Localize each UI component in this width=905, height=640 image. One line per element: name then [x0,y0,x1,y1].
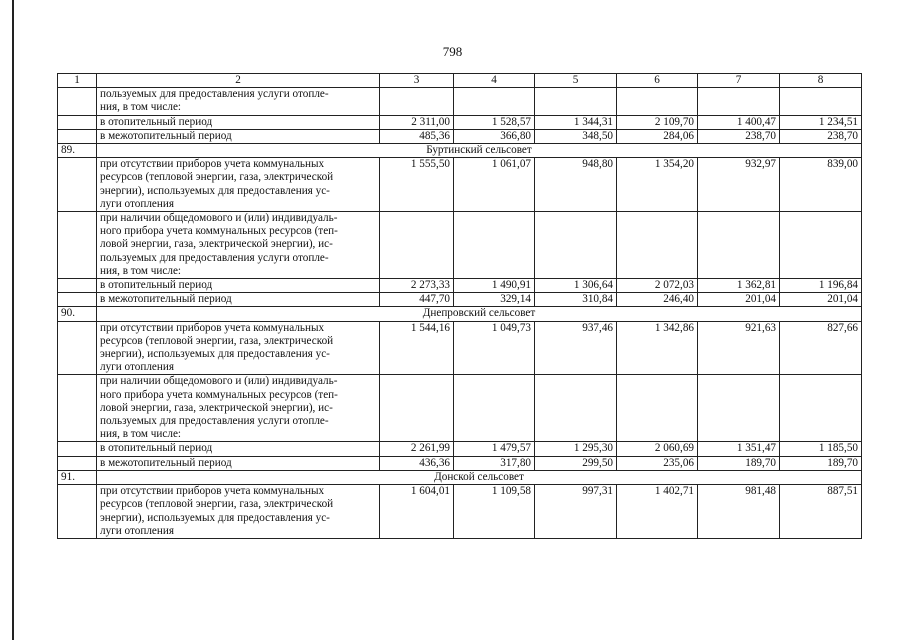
row-description: в межотопительный период [97,456,380,470]
value-cell: 2 261,99 [380,442,454,456]
value-cell: 1 528,57 [454,115,535,129]
value-cell: 932,97 [698,158,780,212]
value-cell [380,375,454,442]
condition-row [58,212,862,279]
condition-row [58,321,862,375]
row-number-cell [58,293,97,307]
value-cell: 937,46 [535,321,617,375]
row-number-cell [58,129,97,143]
value-cell [454,375,535,442]
value-cell: 1 109,58 [454,485,535,539]
district-row [58,307,862,321]
value-cell: 1 344,31 [535,115,617,129]
value-cell: 839,00 [780,158,862,212]
value-cell: 997,31 [535,485,617,539]
value-cell: 189,70 [698,456,780,470]
value-cell: 2 060,69 [617,442,698,456]
period-row [58,456,862,470]
value-cell: 981,48 [698,485,780,539]
row-number-cell [58,158,97,212]
district-name: Буртинский сельсовет [97,144,862,158]
page-number: 798 [442,44,463,59]
value-cell: 284,06 [617,129,698,143]
value-cell [380,88,454,115]
column-header: 8 [780,74,862,88]
column-header: 3 [380,74,454,88]
value-cell: 2 072,03 [617,279,698,293]
district-name: Донской сельсовет [97,470,862,484]
value-cell [617,212,698,279]
value-cell: 310,84 [535,293,617,307]
value-cell [698,212,780,279]
value-cell: 1 544,16 [380,321,454,375]
table-body [58,74,862,539]
row-description: в отопительный период [97,115,380,129]
value-cell [380,212,454,279]
district-row [58,144,862,158]
value-cell: 2 109,70 [617,115,698,129]
condition-row [58,88,862,115]
value-cell: 887,51 [780,485,862,539]
value-cell: 1 196,84 [780,279,862,293]
value-cell: 189,70 [780,456,862,470]
row-description: в межотопительный период [97,129,380,143]
value-cell [454,88,535,115]
row-number-cell [58,485,97,539]
row-number-cell [58,375,97,442]
value-cell: 948,80 [535,158,617,212]
row-description: при наличии общедомового и (или) индивидуаль- ного прибора учета коммунальных ресурсов (теп- ловой энергии, газа, электрической энергии), ис- пользуемых для предоставления услуги отопле- ния, в том числе: [97,212,380,279]
row-description: при наличии общедомового и (или) индивидуаль- ного прибора учета коммунальных ресурсов (теп- ловой энергии, газа, электрической энергии), ис- пользуемых для предоставления услуги отопле- ния, в том числе: [97,375,380,442]
period-row [58,293,862,307]
value-cell: 299,50 [535,456,617,470]
value-cell: 1 061,07 [454,158,535,212]
value-cell: 827,66 [780,321,862,375]
value-cell: 1 049,73 [454,321,535,375]
value-cell: 1 604,01 [380,485,454,539]
header-row [58,74,862,88]
row-description: в отопительный период [97,279,380,293]
value-cell: 317,80 [454,456,535,470]
condition-row [58,485,862,539]
value-cell: 436,36 [380,456,454,470]
row-number-cell [58,88,97,115]
value-cell: 1 185,50 [780,442,862,456]
value-cell: 348,50 [535,129,617,143]
row-description: при отсутствии приборов учета коммунальных ресурсов (тепловой энергии, газа, электрической энергии), используемых для предоставления ус- луги отопления [97,321,380,375]
district-number: 89. [58,144,97,158]
row-number-cell [58,321,97,375]
value-cell [780,212,862,279]
value-cell: 1 342,86 [617,321,698,375]
value-cell: 201,04 [698,293,780,307]
value-cell: 1 354,20 [617,158,698,212]
column-header: 6 [617,74,698,88]
value-cell: 2 311,00 [380,115,454,129]
value-cell [617,375,698,442]
value-cell: 1 234,51 [780,115,862,129]
condition-row [58,158,862,212]
value-cell: 238,70 [780,129,862,143]
district-number: 91. [58,470,97,484]
row-description: в межотопительный период [97,293,380,307]
district-name: Днепровский сельсовет [97,307,862,321]
row-number-cell [58,456,97,470]
value-cell: 366,80 [454,129,535,143]
row-number-cell [58,115,97,129]
value-cell: 238,70 [698,129,780,143]
value-cell [617,88,698,115]
value-cell: 485,36 [380,129,454,143]
value-cell: 1 555,50 [380,158,454,212]
value-cell: 447,70 [380,293,454,307]
value-cell [454,212,535,279]
tariff-table [57,73,862,539]
period-row [58,279,862,293]
value-cell [535,375,617,442]
value-cell: 1 479,57 [454,442,535,456]
column-header: 4 [454,74,535,88]
column-header: 1 [58,74,97,88]
value-cell: 1 362,81 [698,279,780,293]
row-number-cell [58,442,97,456]
column-header: 2 [97,74,380,88]
value-cell [780,375,862,442]
period-row [58,115,862,129]
value-cell: 921,63 [698,321,780,375]
value-cell: 1 402,71 [617,485,698,539]
value-cell [535,88,617,115]
row-description: пользуемых для предоставления услуги отопле- ния, в том числе: [97,88,380,115]
district-row [58,470,862,484]
left-margin-rule [12,0,14,640]
value-cell: 235,06 [617,456,698,470]
value-cell: 1 400,47 [698,115,780,129]
value-cell [698,375,780,442]
row-description: при отсутствии приборов учета коммунальных ресурсов (тепловой энергии, газа, электрической энергии), используемых для предоставления ус- луги отопления [97,158,380,212]
value-cell: 1 351,47 [698,442,780,456]
value-cell: 1 306,64 [535,279,617,293]
value-cell [535,212,617,279]
district-number: 90. [58,307,97,321]
condition-row [58,375,862,442]
value-cell: 1 295,30 [535,442,617,456]
period-row [58,129,862,143]
row-number-cell [58,279,97,293]
row-description: в отопительный период [97,442,380,456]
value-cell [698,88,780,115]
value-cell: 1 490,91 [454,279,535,293]
value-cell: 329,14 [454,293,535,307]
value-cell: 246,40 [617,293,698,307]
column-header: 5 [535,74,617,88]
row-number-cell [58,212,97,279]
value-cell: 2 273,33 [380,279,454,293]
value-cell: 201,04 [780,293,862,307]
value-cell [780,88,862,115]
column-header: 7 [698,74,780,88]
period-row [58,442,862,456]
row-description: при отсутствии приборов учета коммунальных ресурсов (тепловой энергии, газа, электрической энергии), используемых для предоставления ус- луги отопления [97,485,380,539]
